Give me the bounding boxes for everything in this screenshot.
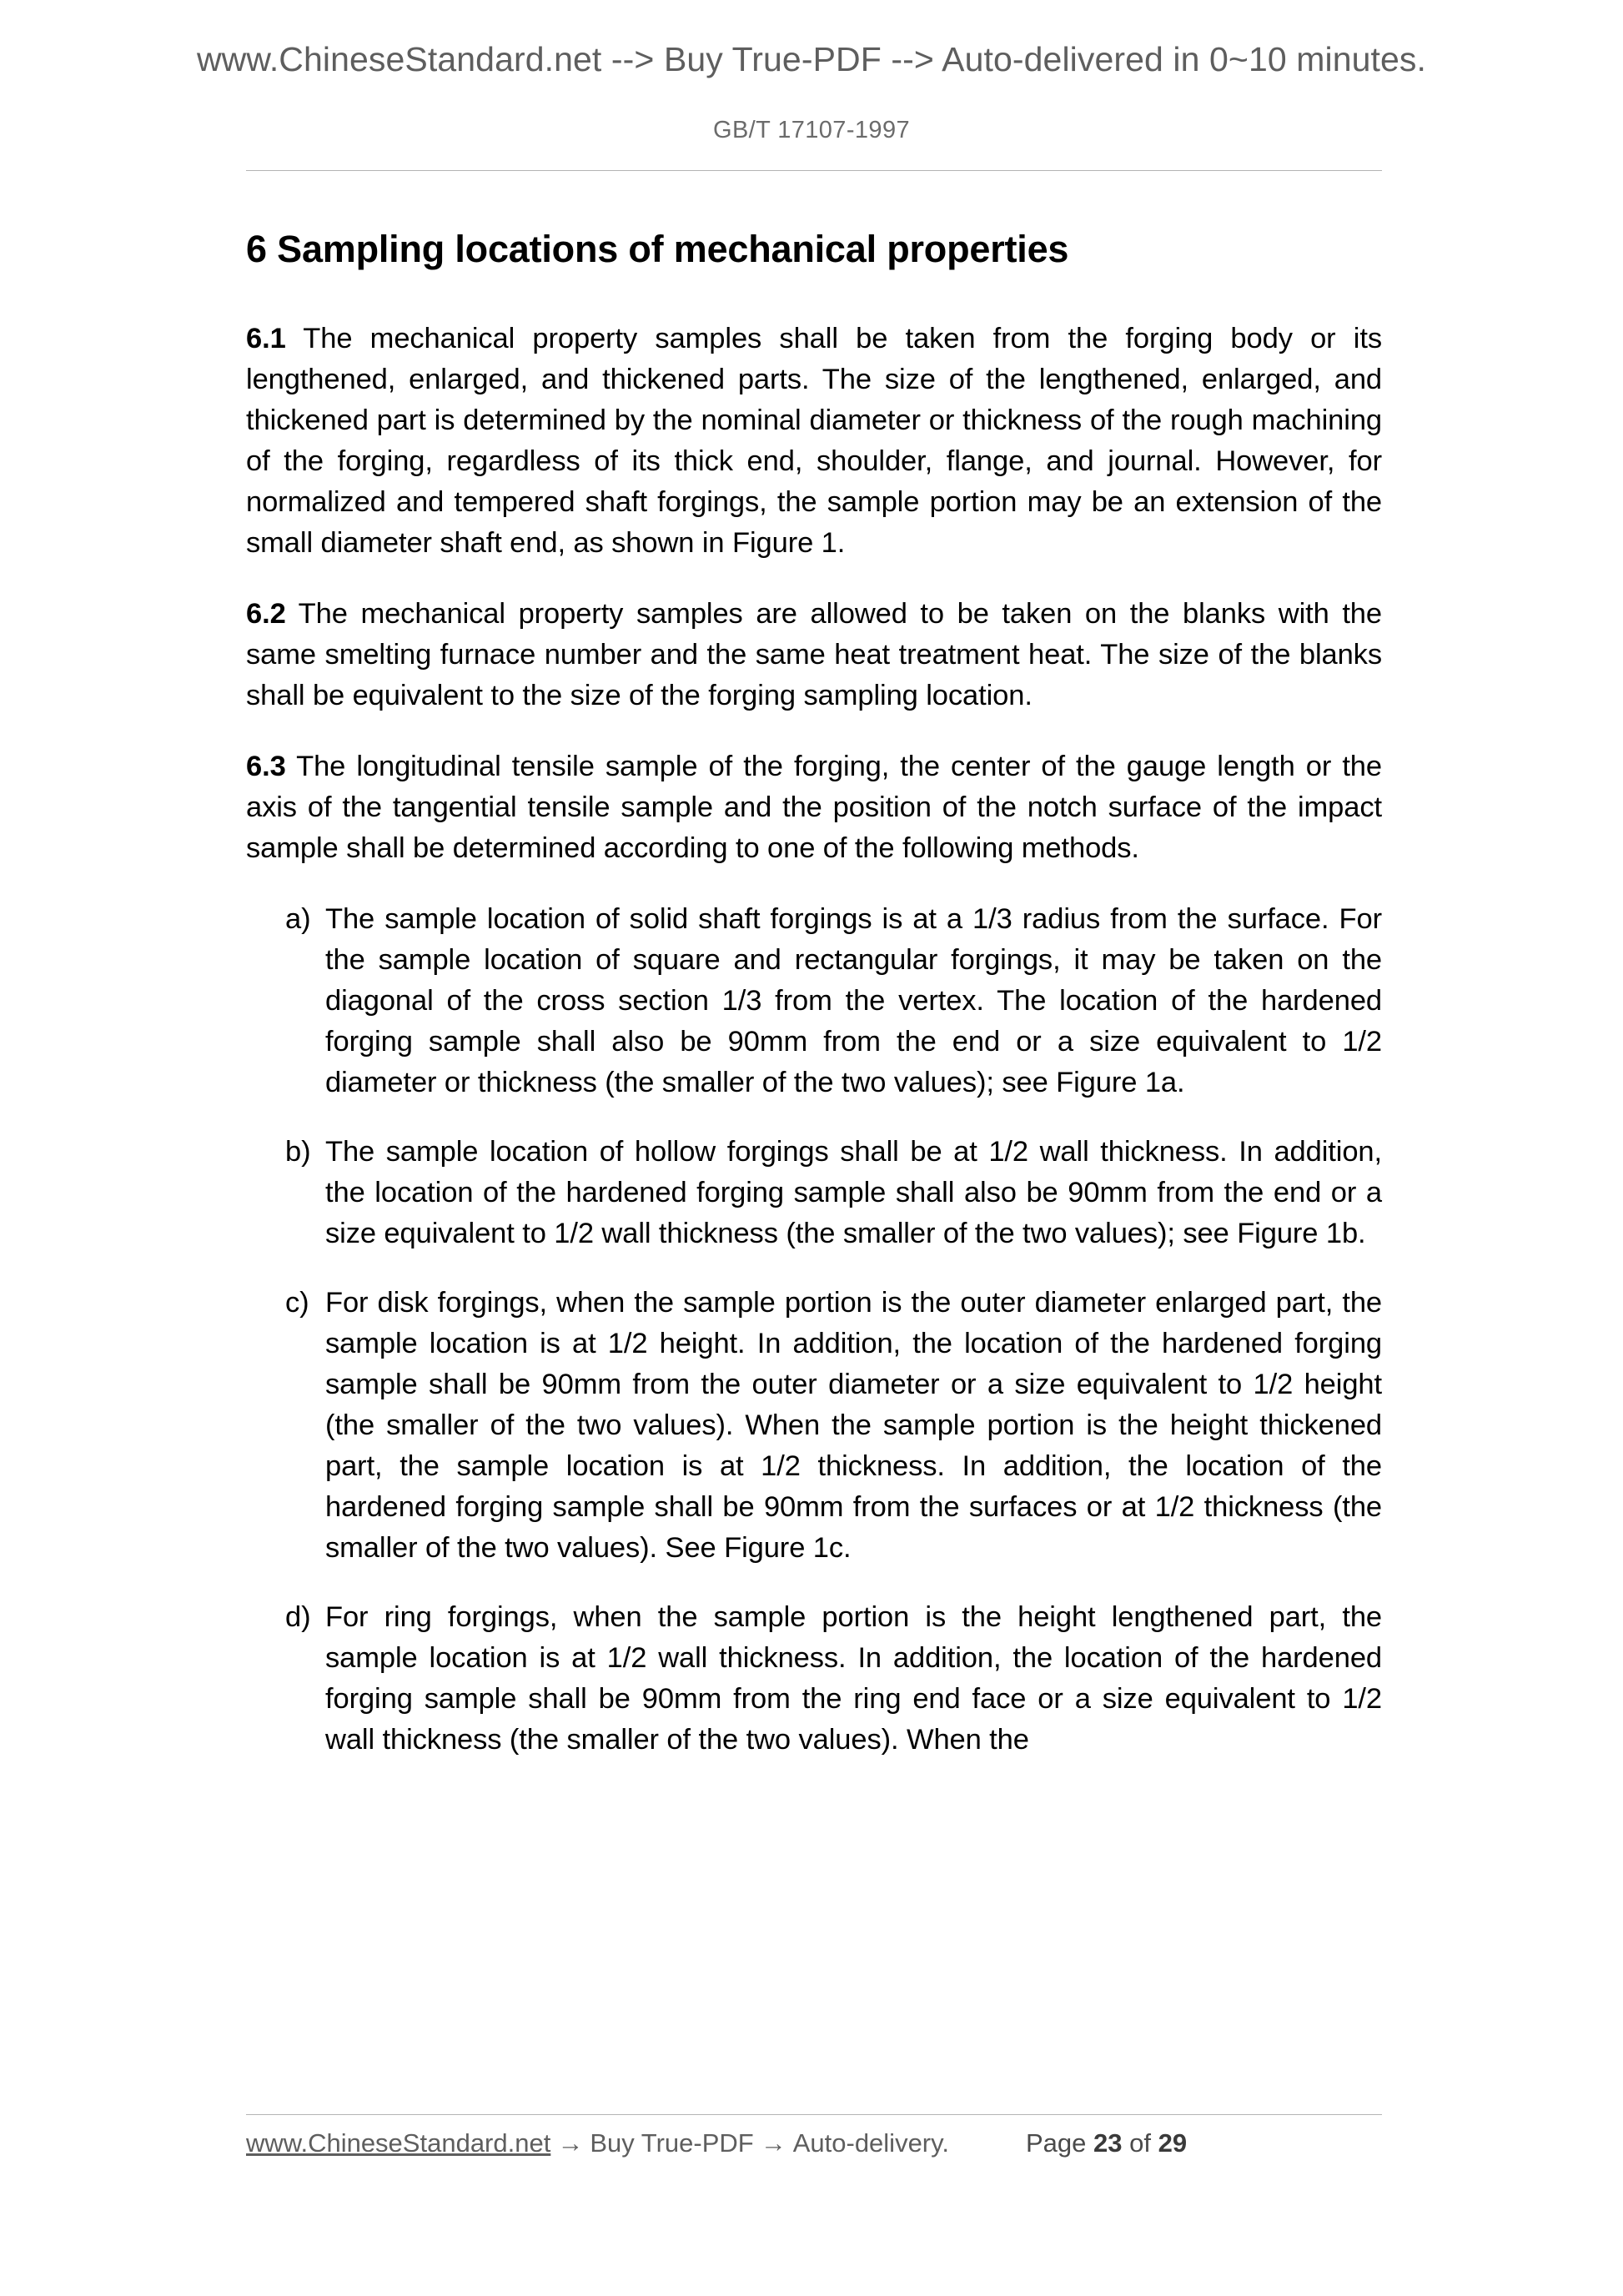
list-marker: d) (285, 1600, 311, 1633)
paragraph-6-3 (246, 746, 1382, 869)
page-title: 6 Sampling locations of mechanical properties (246, 228, 1069, 270)
list-item-text: For disk forgings, when the sample portion is the outer diameter enlarged part, the sample location is at 1/2 height. In addition, the location of the hardened forging sample shall be 90mm from the outer diameter or a size equivalent to 1/2 height (the smaller of the two values). When the sample portion is the height thickened part, the sample location is at 1/2 thickness. In addition, the location of the hardened forging sample shall be 90mm from the surfaces or at 1/2 thickness (the smaller of the two values). See Figure 1c. (325, 1286, 1382, 1564)
paragraph-text-6-2: The mechanical property samples are allowed to be taken on the blanks with the same smelting furnace number and the same heat treatment heat. The size of the blanks shall be equivalent to the size of the forging sampling location. (246, 597, 1382, 711)
page-indicator (1026, 2128, 1187, 2158)
list-marker: a) (285, 902, 311, 935)
footer-delivery-label: Auto-delivery. (792, 2128, 949, 2158)
list-marker: c) (285, 1286, 309, 1319)
footer-website-link[interactable]: www.ChineseStandard.net (246, 2128, 551, 2158)
page-total: 29 (1158, 2128, 1188, 2158)
promo-header-banner: www.ChineseStandard.net --> Buy True-PDF --> Auto-delivered in 0~10 minutes. (196, 40, 1427, 78)
arrow-right-icon: → (557, 2128, 584, 2158)
list-item (285, 899, 1382, 1103)
paragraph-number-6-3: 6.3 (246, 750, 286, 782)
list-item-text: The sample location of solid shaft forgings is at a 1/3 radius from the surface. For the sample location of square and rectangular forgings, it may be taken on the diagonal of the cross section 1/3 from the vertex. The location of the hardened forging sample shall also be 90mm from the end or a size equivalent to 1/2 diameter or thickness (the smaller of the two values); see Figure 1a. (325, 902, 1382, 1098)
page-footer (246, 2128, 1382, 2158)
footer-divider (246, 2114, 1382, 2115)
paragraph-6-1 (246, 319, 1382, 564)
header-divider (246, 170, 1382, 171)
paragraph-text-6-3: The longitudinal tensile sample of the forging, the center of the gauge length or the axis of the tangential tensile sample and the position of the notch surface of the impact sample shall be determined according to one of the following methods. (246, 750, 1382, 864)
list-item (285, 1597, 1382, 1761)
of-word: of (1129, 2128, 1151, 2158)
arrow-right-icon: → (760, 2128, 786, 2158)
document-body (246, 227, 1382, 1761)
list-item (285, 1132, 1382, 1254)
paragraph-number-6-1: 6.1 (246, 323, 286, 354)
paragraph-text-6-1: The mechanical property samples shall be taken from the forging body or its lengthened, enlarged, and thickened parts. The size of the lengthened, enlarged, and thickened part is determined by the nominal diameter or thickness of the rough machining of the forging, regardless of its thick end, shoulder, flange, and journal. However, for normalized and tempered shaft forgings, the sample portion may be an extension of the small diameter shaft end, as shown in Figure 1. (246, 323, 1382, 559)
paragraph-6-2 (246, 594, 1382, 716)
paragraph-number-6-2: 6.2 (246, 597, 286, 630)
footer-buy-label: Buy True-PDF (590, 2128, 754, 2158)
list-item-text: The sample location of hollow forgings shall be at 1/2 wall thickness. In addition, the location of the hardened forging sample shall also be 90mm from the end or a size equivalent to 1/2 wall thickness (the smaller of the two values); see Figure 1b. (325, 1135, 1382, 1249)
list-item-text: For ring forgings, when the sample portion is the height lengthened part, the sample location is at 1/2 wall thickness. In addition, the location of the hardened forging sample shall be 90mm from the ring end face or a size equivalent to 1/2 wall thickness (the smaller of the two values). When the (325, 1600, 1382, 1756)
page-word: Page (1025, 2128, 1087, 2158)
page-number: 23 (1093, 2128, 1123, 2158)
list-marker: b) (285, 1135, 311, 1168)
standard-number: GB/T 17107-1997 (712, 117, 911, 143)
list-item (285, 1283, 1382, 1569)
method-list (246, 899, 1382, 1761)
